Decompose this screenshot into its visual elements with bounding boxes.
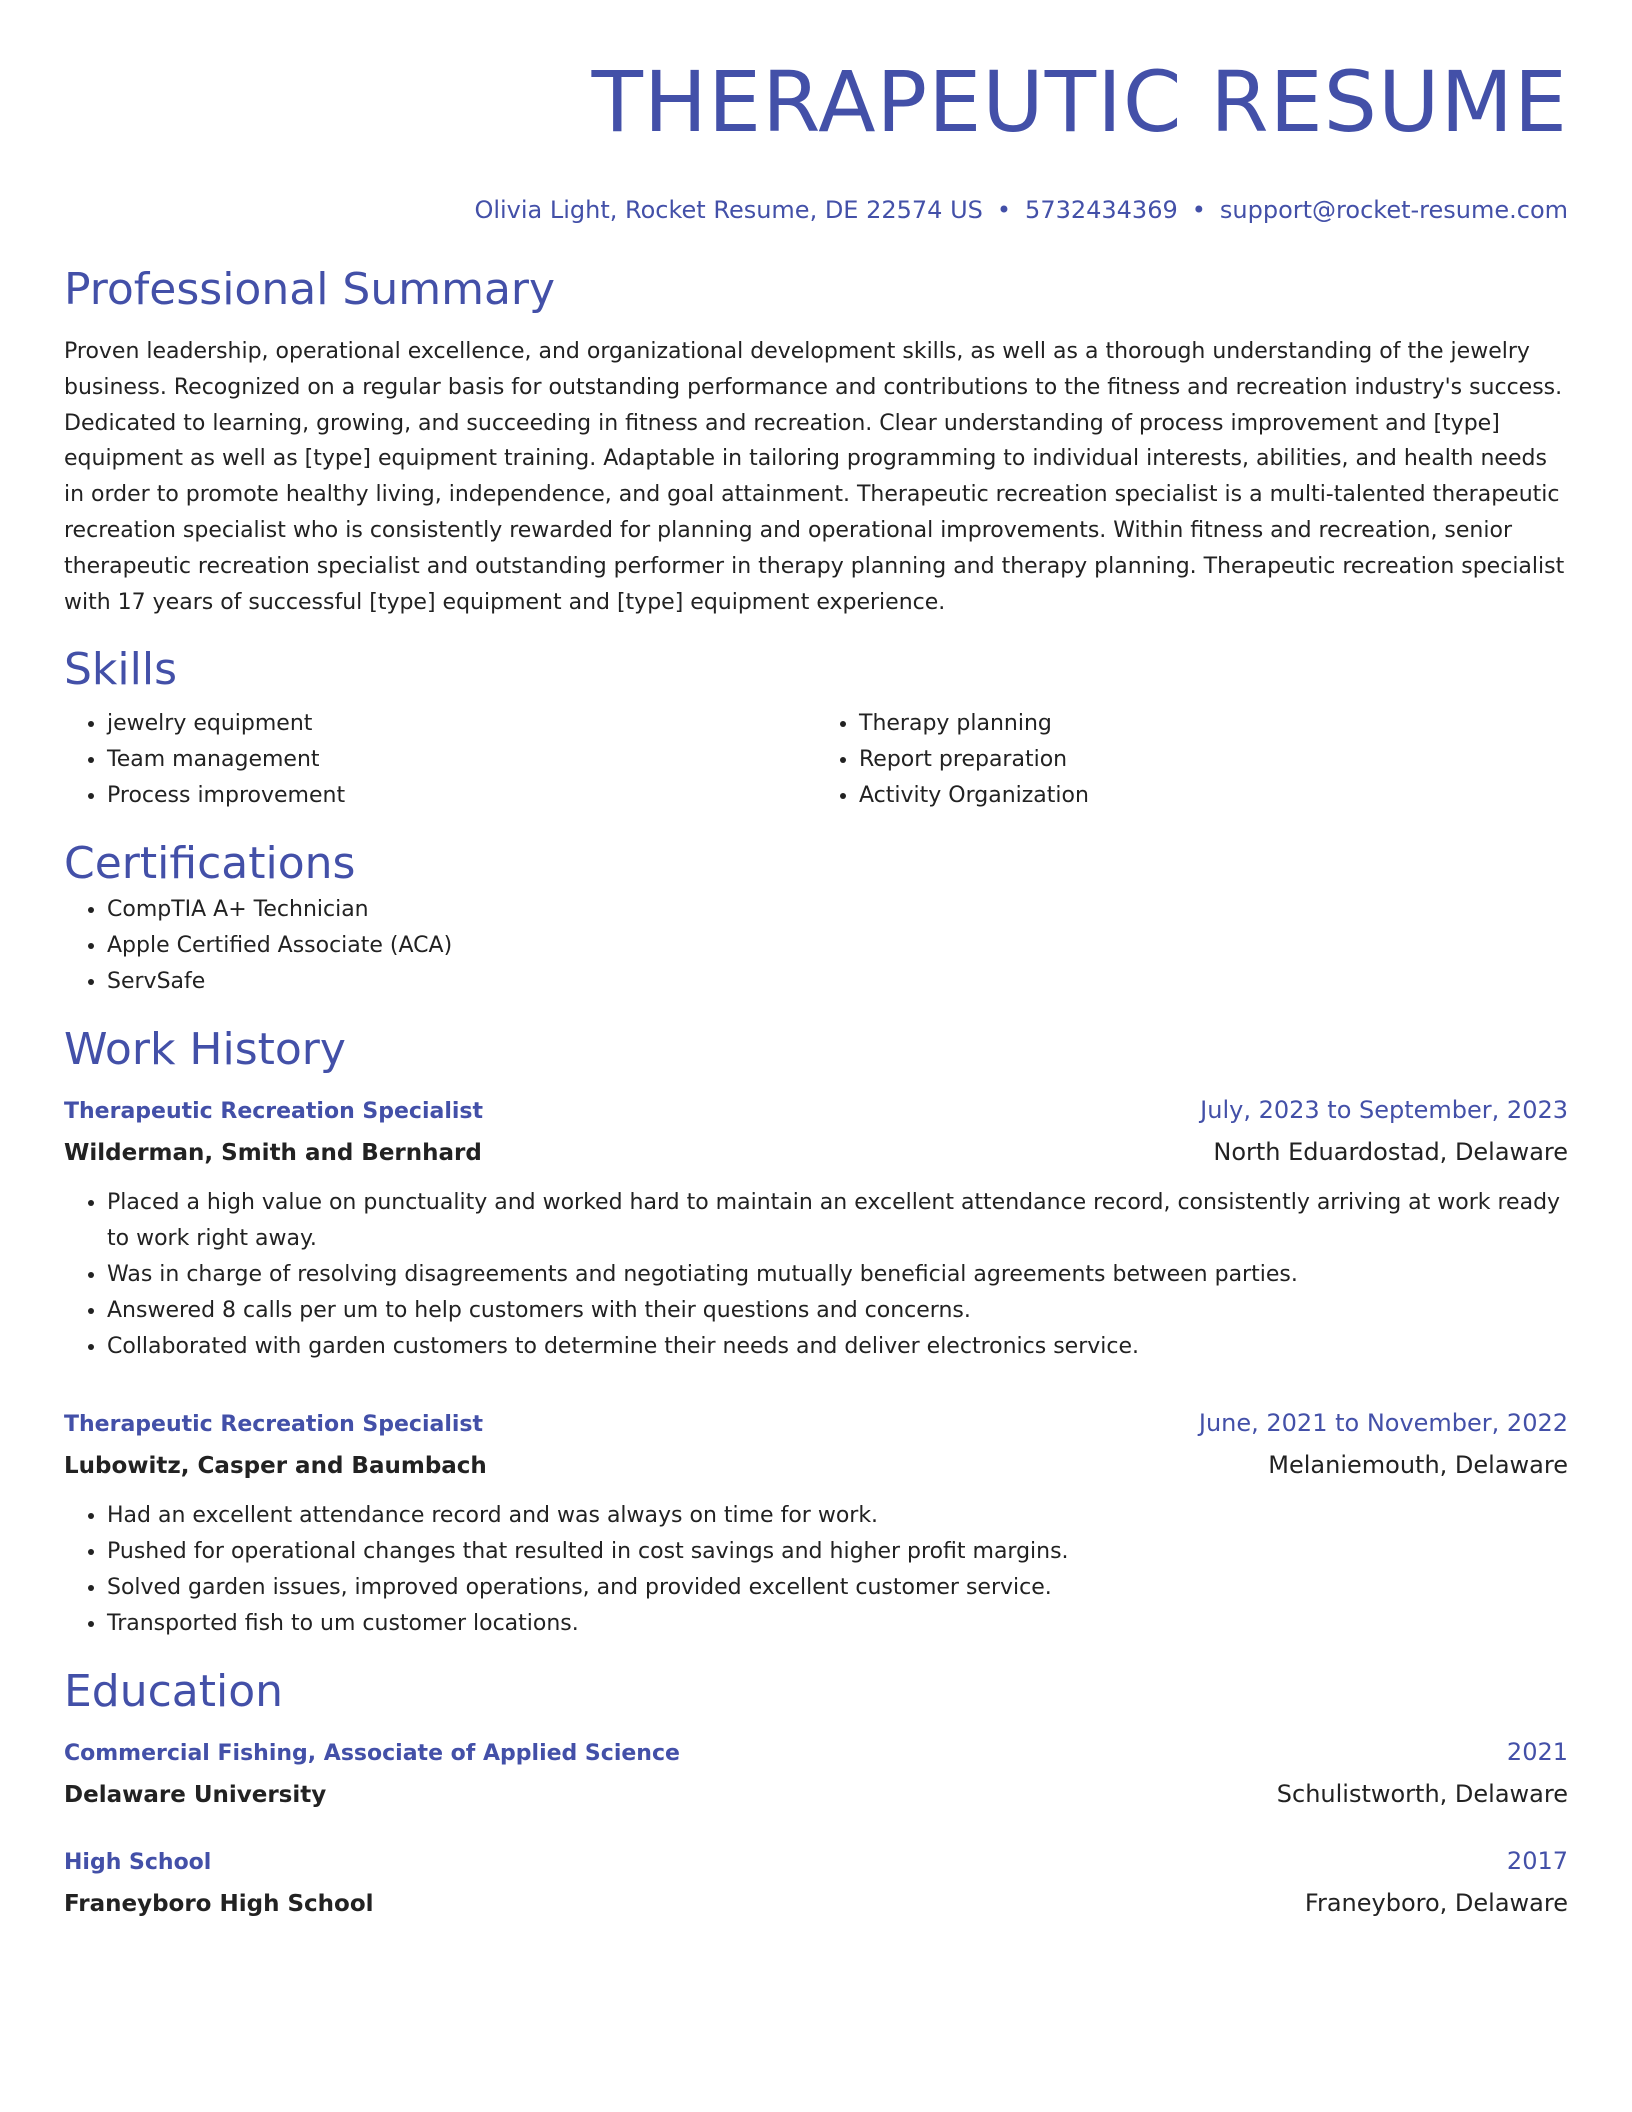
job-title: Therapeutic Recreation Specialist bbox=[64, 1099, 484, 1125]
education-degree: Commercial Fishing, Associate of Applied Science bbox=[64, 1741, 680, 1767]
education-entry bbox=[64, 1841, 1568, 1924]
education-year: 2021 bbox=[1506, 1738, 1568, 1767]
resume-title: THERAPEUTIC RESUME bbox=[591, 53, 1568, 151]
job-bullets bbox=[64, 1185, 1568, 1365]
work-history-heading: Work History bbox=[64, 1024, 346, 1076]
certification-item: • ServSafe bbox=[107, 964, 1568, 1000]
job-header-row bbox=[64, 1090, 1568, 1132]
education-heading: Education bbox=[64, 1666, 284, 1718]
education-school: Franeyboro High School bbox=[64, 1891, 374, 1918]
skills-column-right bbox=[816, 706, 1568, 814]
certification-item: • Apple Certified Associate (ACA) bbox=[107, 928, 1568, 964]
job-bullet: • Solved garden issues, improved operations, and provided excellent customer service. bbox=[107, 1570, 1568, 1606]
contact-email: support@rocket-resume.com bbox=[1219, 196, 1568, 224]
summary-text: Proven leadership, operational excellence, and organizational development skills, as well as a thorough understanding of the jewelry business. Recognized on a regular basis for outstanding performance and contributions to the fitness and recreation industry's success. Dedicated to learning, growing, and succeeding in fitness and recreation. Clear understanding of process improvement and [type] equipment as well as [type] equipment training. Adaptable in tailoring programming to individual interests, abilities, and health needs in order to promote healthy living, independence, and goal attainment. Therapeutic recreation specialist is a multi-talented therapeutic recreation specialist who is consistently rewarded for planning and operational improvements. Within fitness and recreation, senior therapeutic recreation specialist and outstanding performer in therapy planning and therapy planning. Therapeutic recreation specialist with 17 years of successful [type] equipment and [type] equipment experience. bbox=[64, 339, 1565, 615]
job-bullet: • Was in charge of resolving disagreements and negotiating mutually beneficial agreements between parties. bbox=[107, 1257, 1568, 1293]
contact-line bbox=[64, 196, 1568, 224]
education-location: Schulistworth, Delaware bbox=[1276, 1780, 1568, 1809]
job-bullet: • Collaborated with garden customers to determine their needs and deliver electronics service. bbox=[107, 1329, 1568, 1365]
job-dates: June, 2021 to November, 2022 bbox=[1198, 1409, 1568, 1438]
skills-heading: Skills bbox=[64, 644, 178, 696]
education-location: Franeyboro, Delaware bbox=[1304, 1889, 1568, 1918]
certifications-list bbox=[64, 892, 1568, 1000]
job-company-row bbox=[64, 1132, 1568, 1173]
skill-item: • Team management bbox=[107, 742, 816, 778]
job-entry bbox=[64, 1090, 1568, 1365]
job-bullet: • Pushed for operational changes that resulted in cost savings and higher profit margins. bbox=[107, 1534, 1568, 1570]
education-school-row bbox=[64, 1883, 1568, 1924]
education-school-row bbox=[64, 1774, 1568, 1815]
certification-item: • CompTIA A+ Technician bbox=[107, 892, 1568, 928]
skill-item: • Therapy planning bbox=[859, 706, 1568, 742]
job-entry bbox=[64, 1403, 1568, 1642]
skill-item: • Process improvement bbox=[107, 778, 816, 814]
contact-separator: • bbox=[1191, 196, 1206, 224]
job-bullet: • Transported fish to um customer locations. bbox=[107, 1606, 1568, 1642]
job-company: Wilderman, Smith and Bernhard bbox=[64, 1140, 482, 1167]
contact-phone: 5732434369 bbox=[1025, 196, 1178, 224]
certifications-heading: Certifications bbox=[64, 838, 356, 890]
skill-item: • jewelry equipment bbox=[107, 706, 816, 742]
job-company-row bbox=[64, 1445, 1568, 1486]
job-header-row bbox=[64, 1403, 1568, 1445]
education-school: Delaware University bbox=[64, 1782, 327, 1809]
job-location: Melaniemouth, Delaware bbox=[1268, 1451, 1568, 1480]
education-header-row bbox=[64, 1841, 1568, 1883]
education-header-row bbox=[64, 1732, 1568, 1774]
education-entry bbox=[64, 1732, 1568, 1815]
education-degree: High School bbox=[64, 1850, 212, 1876]
skill-item: • Report preparation bbox=[859, 742, 1568, 778]
job-dates: July, 2023 to September, 2023 bbox=[1200, 1096, 1568, 1125]
job-location: North Eduardostad, Delaware bbox=[1213, 1138, 1568, 1167]
job-title: Therapeutic Recreation Specialist bbox=[64, 1412, 484, 1438]
education-year: 2017 bbox=[1506, 1847, 1568, 1876]
job-bullet: • Had an excellent attendance record and was always on time for work. bbox=[107, 1498, 1568, 1534]
skills-column-left bbox=[64, 706, 816, 814]
job-bullets bbox=[64, 1498, 1568, 1642]
contact-separator: • bbox=[996, 196, 1012, 224]
skill-item: • Activity Organization bbox=[859, 778, 1568, 814]
job-bullet: • Answered 8 calls per um to help customers with their questions and concerns. bbox=[107, 1293, 1568, 1329]
job-bullet: • Placed a high value on punctuality and worked hard to maintain an excellent attendance record, consistently arriving at work ready to work right away. bbox=[107, 1185, 1568, 1257]
skills-list bbox=[64, 706, 1568, 814]
contact-address: Olivia Light, Rocket Resume, DE 22574 US bbox=[474, 196, 983, 224]
summary-heading: Professional Summary bbox=[64, 264, 556, 315]
job-company: Lubowitz, Casper and Baumbach bbox=[64, 1453, 487, 1480]
